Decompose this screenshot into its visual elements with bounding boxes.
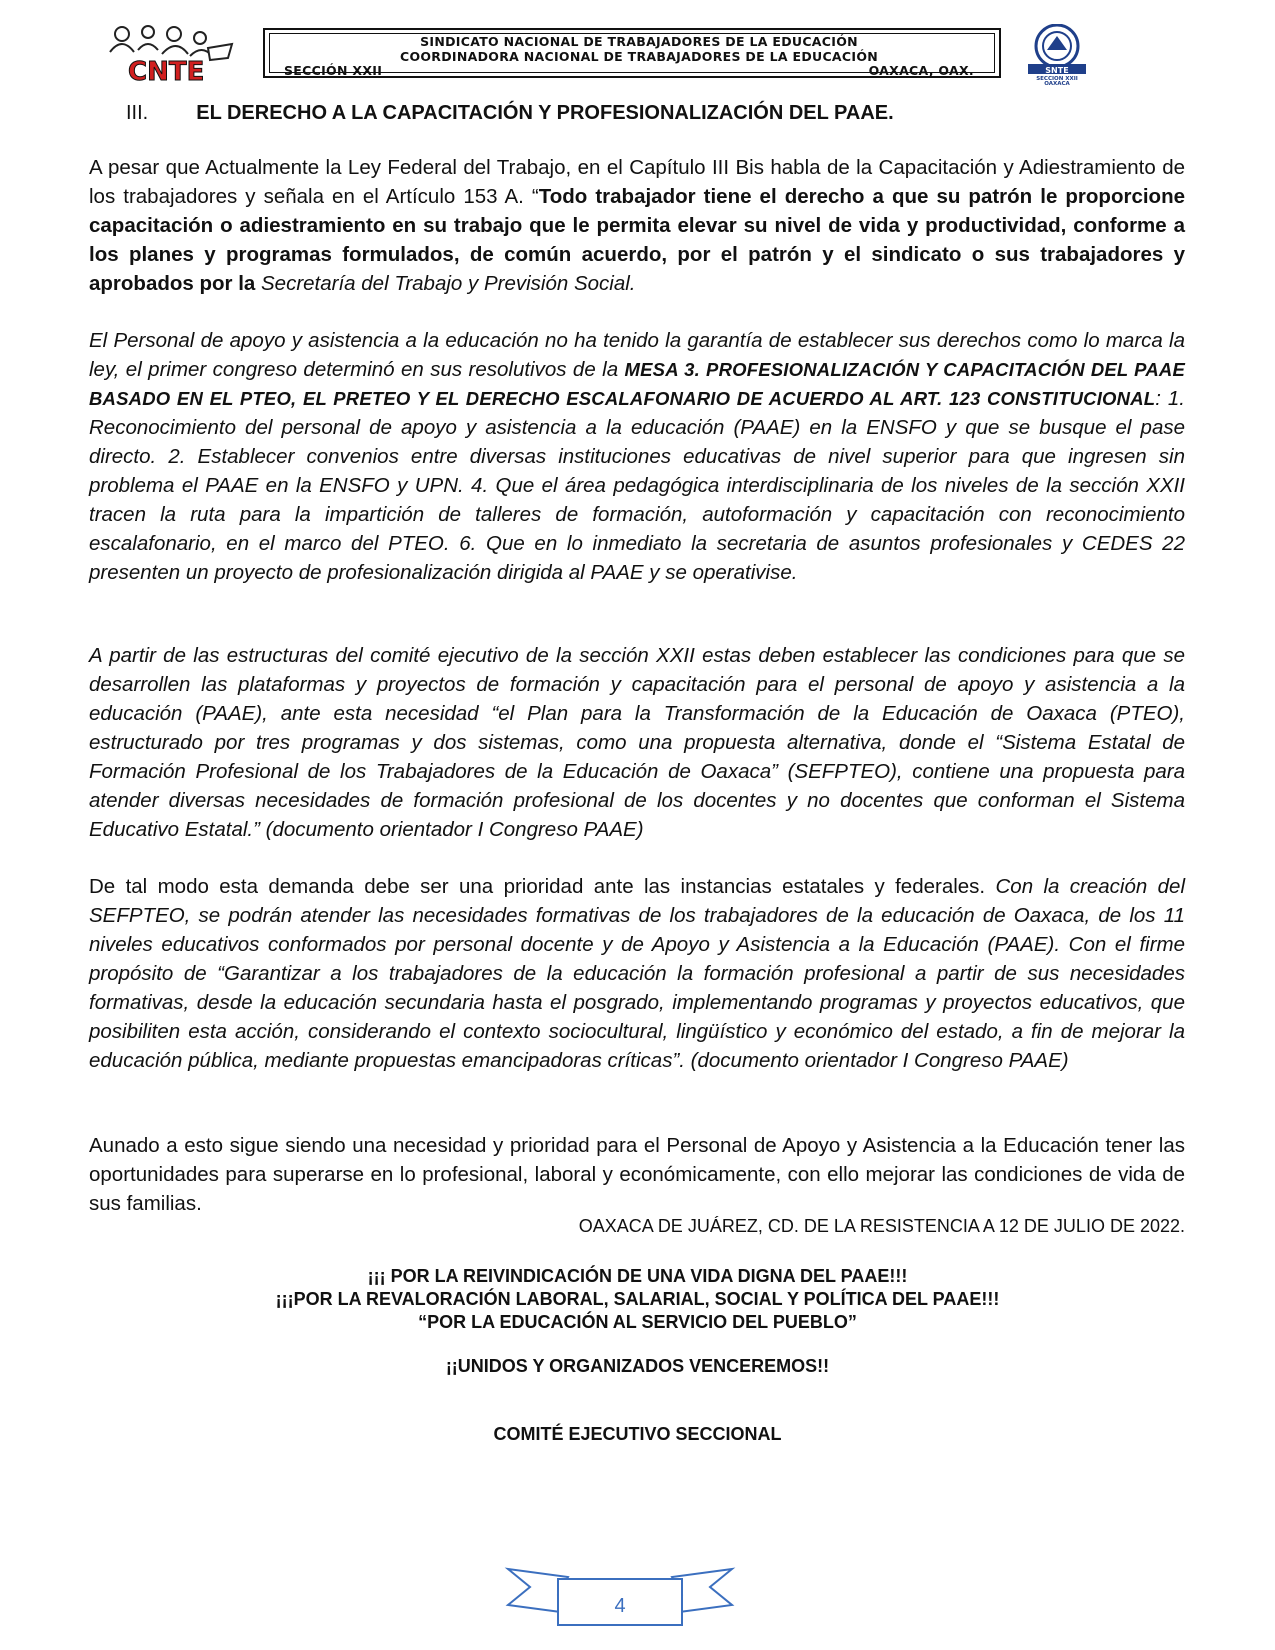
date-line: OAXACA DE JUÁREZ, CD. DE LA RESISTENCIA A 12 DE JULIO DE 2022. (578, 1216, 1185, 1236)
mesa-title: MESA 3. PROFESIONALIZACIÓN Y CAPACITACIÓN DEL PAAE BASADO EN EL PTEO, EL PRETEO Y EL DERECHO ESCALAFONARIO DE ACUERDO AL ART. 123 CONSTITUCIONAL (89, 359, 1185, 409)
paragraph-5: Aunado a esto sigue siendo una necesidad y prioridad para el Personal de Apoyo y Asistencia a la Educación tener las oportunidades para superarse en lo profesional, laboral y económicamente, con ello mejorar las condiciones de vida de sus familias. (89, 1134, 1185, 1215)
section-number: III. (126, 102, 149, 124)
slogan-block (0, 1265, 1275, 1334)
section-heading (126, 102, 894, 125)
slogan-1: ¡¡¡ POR LA REIVINDICACIÓN DE UNA VIDA DIGNA DEL PAAE!!! (367, 1266, 908, 1286)
letterhead (100, 22, 1175, 86)
quoted-article: Todo trabajador tiene el derecho a que su patrón le proporcione capacitación o adiestramiento en su trabajo que le permita elevar su nivel de vida y productividad, conforme a los planes y programas formulados, de común acuerdo, por el patrón y el sindicato o sus trabajadores y aprobados por la (89, 185, 1185, 295)
paragraph-1: A pesar que Actualmente la Ley Federal del Trabajo, en el Capítulo III Bis habla de la Capacitación y Adiestramiento de los trabajadores y señala en el Artículo 153 A. “Todo trabajador tiene el derecho a que su patrón le proporcione capacitación o adiestramiento en su trabajo que le permita elevar su nivel de vida y productividad, conforme a los planes y programas formulados, de común acuerdo, por el patrón y el sindicato o sus trabajadores y aprobados por la Secretaría del Trabajo y Previsión Social. (89, 156, 1185, 295)
snte-logo (1020, 24, 1094, 86)
motto: ¡¡UNIDOS Y ORGANIZADOS VENCEREMOS!! (445, 1356, 830, 1376)
slogan-3: “POR LA EDUCACIÓN AL SERVICIO DEL PUEBLO” (418, 1312, 857, 1332)
svg-text:CNTE: CNTE (128, 57, 205, 86)
banner-line-3 (284, 64, 994, 79)
paragraph-4: De tal modo esta demanda debe ser una prioridad ante las instancias estatales y federales. Con la creación del SEFPTEO, se podrán atender las necesidades formativas de los trabajadores de la educación de Oaxaca, de los 11 niveles educativos conformados por personal docente y de Apoyo y Asistencia a la Educación (PAAE). Con el firme propósito de “Garantizar a los trabajadores de la educación la formación profesional a partir de sus necesidades formativas, desde la educación secundaria hasta el posgrado, implementando programas y proyectos educativos, que posibiliten esta acción, considerando el contexto sociocultural, lingüístico y económico del estado, a fin de mejorar la educación pública, mediante propuestas emancipadoras críticas”. (documento orientador I Congreso PAAE) (89, 875, 1185, 1072)
page-number: 4 (614, 1595, 626, 1617)
banner-section: SECCIÓN XXII (284, 63, 383, 78)
page-number-ribbon (500, 1565, 740, 1635)
svg-text:OAXACA: OAXACA (1044, 81, 1070, 86)
section-title: EL DERECHO A LA CAPACITACIÓN Y PROFESIONALIZACIÓN DEL PAAE. (196, 102, 894, 124)
slogan-2: ¡¡¡POR LA REVALORACIÓN LABORAL, SALARIAL, SOCIAL Y POLÍTICA DEL PAAE!!! (275, 1289, 1000, 1309)
svg-text:SNTE: SNTE (1045, 66, 1069, 75)
paragraph-3: A partir de las estructuras del comité ejecutivo de la sección XXII estas deben establecer las condiciones para que se desarrollen las plataformas y proyectos de formación y capacitación para el personal de apoyo y asistencia a la educación (PAAE), ante esta necesidad “el Plan para la Transformación de la Educación de Oaxaca (PTEO), estructurado por tres programas y dos sistemas, como una propuesta alternativa, donde el “Sistema Estatal de Formación Profesional de los Trabajadores de la Educación de Oaxaca” (SEFPTEO), contiene una propuesta para atender diversas necesidades de formación profesional de los docentes y no docentes que conforman el Sistema Educativo Estatal.” (documento orientador I Congreso PAAE) (89, 644, 1185, 841)
signature: COMITÉ EJECUTIVO SECCIONAL (493, 1424, 782, 1444)
cnte-logo (100, 22, 250, 86)
institution-banner (263, 28, 1001, 78)
banner-location: OAXACA, OAX. (868, 63, 974, 78)
banner-line-2: COORDINADORA NACIONAL DE TRABAJADORES DE LA EDUCACIÓN (399, 48, 879, 64)
svg-text:SECCION XXII: SECCION XXII (1036, 76, 1078, 82)
paragraph-2: El Personal de apoyo y asistencia a la educación no ha tenido la garantía de establecer sus derechos como lo marca la ley, el primer congreso determinó en sus resolutivos de la MESA 3. PROFESIONALIZACIÓN Y CAPACITACIÓN DEL PAAE BASADO EN EL PTEO, EL PRETEO Y EL DERECHO ESCALAFONARIO DE ACUERDO AL ART. 123 CONSTITUCIONAL: 1. Reconocimiento del personal de apoyo y asistencia a la educación (PAAE) en la ENSFO y que se busque el pase directo. 2. Establecer convenios entre diversas instituciones educativas de nivel superior para que ingresen sin problema el PAAE en la ENSFO y UPN. 4. Que el área pedagógica interdisciplinaria de los niveles de la sección XXII tracen la ruta para la impartición de talleres de formación, autoformación y capacitación con reconocimiento escalafonario, en el marco del PTEO. 6. Que en lo inmediato la secretaria de asuntos profesionales y CEDES 22 presenten un proyecto de profesionalización dirigida al PAAE y se operativise. (89, 329, 1185, 584)
banner-line-1: SINDICATO NACIONAL DE TRABAJADORES DE LA EDUCACIÓN (420, 34, 858, 49)
